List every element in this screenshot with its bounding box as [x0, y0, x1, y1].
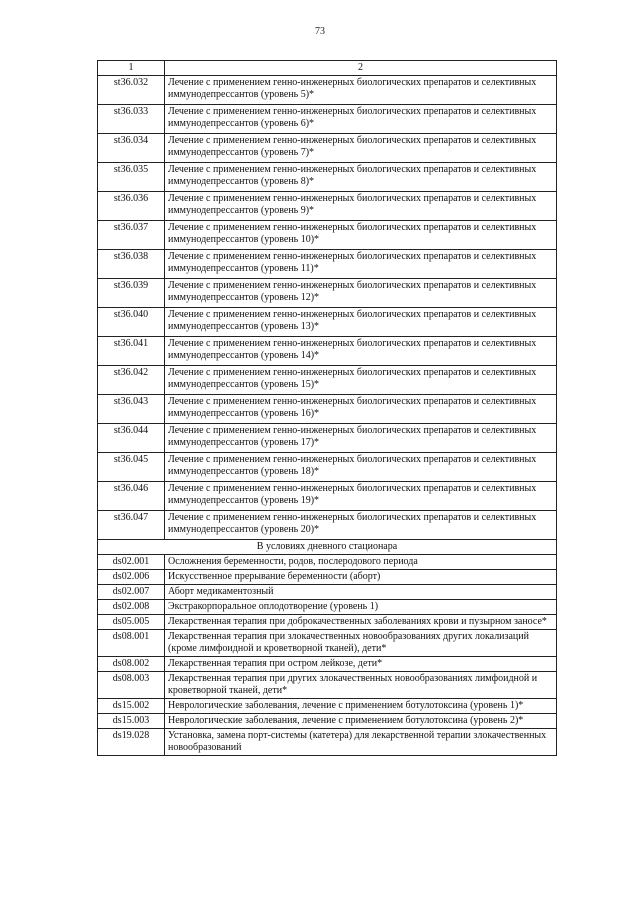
row-code: ds02.007 [98, 585, 165, 600]
row-description: Лекарственная терапия при доброкачественных заболеваниях крови и пузырном заносе* [165, 615, 557, 630]
row-code: st36.033 [98, 105, 165, 134]
row-code: ds08.001 [98, 630, 165, 657]
table-row [98, 482, 557, 511]
row-code: st36.046 [98, 482, 165, 511]
row-code: st36.037 [98, 221, 165, 250]
row-description: Аборт медикаментозный [165, 585, 557, 600]
table-row [98, 714, 557, 729]
row-code: ds19.028 [98, 729, 165, 756]
row-description: Лечение с применением генно-инженерных биологических препаратов и селективных иммунодепрессантов (уровень 19)* [165, 482, 557, 511]
table-row [98, 672, 557, 699]
table-row [98, 615, 557, 630]
row-description: Лечение с применением генно-инженерных биологических препаратов и селективных иммунодепрессантов (уровень 12)* [165, 279, 557, 308]
table-row [98, 555, 557, 570]
row-description: Лечение с применением генно-инженерных биологических препаратов и селективных иммунодепрессантов (уровень 15)* [165, 366, 557, 395]
table-row [98, 134, 557, 163]
section-row [98, 540, 557, 555]
row-code: st36.038 [98, 250, 165, 279]
table-row [98, 337, 557, 366]
row-code: ds15.003 [98, 714, 165, 729]
table-row [98, 729, 557, 756]
page-number: 73 [315, 26, 325, 37]
section-title: В условиях дневного стационара [98, 540, 557, 555]
column-header-1: 1 [98, 61, 165, 76]
table-row [98, 395, 557, 424]
row-code: st36.043 [98, 395, 165, 424]
row-code: st36.035 [98, 163, 165, 192]
table-row [98, 192, 557, 221]
table-row [98, 585, 557, 600]
column-header-2: 2 [165, 61, 557, 76]
row-code: ds02.008 [98, 600, 165, 615]
table-row [98, 570, 557, 585]
row-code: ds15.002 [98, 699, 165, 714]
row-description: Установка, замена порт-системы (катетера) для лекарственной терапии злокачественных новообразований [165, 729, 557, 756]
row-code: st36.034 [98, 134, 165, 163]
table-row [98, 163, 557, 192]
row-code: ds02.006 [98, 570, 165, 585]
row-code: ds08.003 [98, 672, 165, 699]
table-row [98, 600, 557, 615]
row-description: Лечение с применением генно-инженерных биологических препаратов и селективных иммунодепрессантов (уровень 18)* [165, 453, 557, 482]
row-description: Лекарственная терапия при злокачественных новообразованиях других локализаций (кроме лимфоидной и кроветворной тканей), дети* [165, 630, 557, 657]
row-description: Лечение с применением генно-инженерных биологических препаратов и селективных иммунодепрессантов (уровень 17)* [165, 424, 557, 453]
table-row [98, 366, 557, 395]
table-row [98, 221, 557, 250]
header-row [98, 61, 557, 76]
row-description: Лечение с применением генно-инженерных биологических препаратов и селективных иммунодепрессантов (уровень 14)* [165, 337, 557, 366]
row-code: st36.047 [98, 511, 165, 540]
row-description: Неврологические заболевания, лечение с применением ботулотоксина (уровень 1)* [165, 699, 557, 714]
row-code: ds05.005 [98, 615, 165, 630]
table-row [98, 699, 557, 714]
table-row [98, 453, 557, 482]
row-description: Лечение с применением генно-инженерных биологических препаратов и селективных иммунодепрессантов (уровень 16)* [165, 395, 557, 424]
row-code: ds02.001 [98, 555, 165, 570]
row-code: st36.032 [98, 76, 165, 105]
row-code: st36.040 [98, 308, 165, 337]
row-description: Лечение с применением генно-инженерных биологических препаратов и селективных иммунодепрессантов (уровень 11)* [165, 250, 557, 279]
row-code: st36.036 [98, 192, 165, 221]
row-description: Лечение с применением генно-инженерных биологических препаратов и селективных иммунодепрессантов (уровень 8)* [165, 163, 557, 192]
row-description: Экстракорпоральное оплодотворение (уровень 1) [165, 600, 557, 615]
row-description: Лечение с применением генно-инженерных биологических препаратов и селективных иммунодепрессантов (уровень 20)* [165, 511, 557, 540]
row-description: Лекарственная терапия при других злокачественных новообразованиях лимфоидной и кроветворной тканей, дети* [165, 672, 557, 699]
row-description: Лечение с применением генно-инженерных биологических препаратов и селективных иммунодепрессантов (уровень 13)* [165, 308, 557, 337]
row-code: st36.042 [98, 366, 165, 395]
row-description: Осложнения беременности, родов, послеродового периода [165, 555, 557, 570]
row-description: Искусственное прерывание беременности (аборт) [165, 570, 557, 585]
tariff-table [97, 60, 557, 756]
table-row [98, 630, 557, 657]
row-code: st36.044 [98, 424, 165, 453]
row-description: Лекарственная терапия при остром лейкозе, дети* [165, 657, 557, 672]
row-code: st36.039 [98, 279, 165, 308]
table-row [98, 250, 557, 279]
row-description: Лечение с применением генно-инженерных биологических препаратов и селективных иммунодепрессантов (уровень 7)* [165, 134, 557, 163]
row-code: ds08.002 [98, 657, 165, 672]
row-description: Лечение с применением генно-инженерных биологических препаратов и селективных иммунодепрессантов (уровень 5)* [165, 76, 557, 105]
table-row [98, 76, 557, 105]
row-description: Лечение с применением генно-инженерных биологических препаратов и селективных иммунодепрессантов (уровень 10)* [165, 221, 557, 250]
table-row [98, 424, 557, 453]
table-row [98, 105, 557, 134]
row-description: Лечение с применением генно-инженерных биологических препаратов и селективных иммунодепрессантов (уровень 6)* [165, 105, 557, 134]
row-code: st36.041 [98, 337, 165, 366]
table-row [98, 511, 557, 540]
row-description: Лечение с применением генно-инженерных биологических препаратов и селективных иммунодепрессантов (уровень 9)* [165, 192, 557, 221]
table-row [98, 657, 557, 672]
table-row [98, 279, 557, 308]
row-description: Неврологические заболевания, лечение с применением ботулотоксина (уровень 2)* [165, 714, 557, 729]
row-code: st36.045 [98, 453, 165, 482]
table-row [98, 308, 557, 337]
